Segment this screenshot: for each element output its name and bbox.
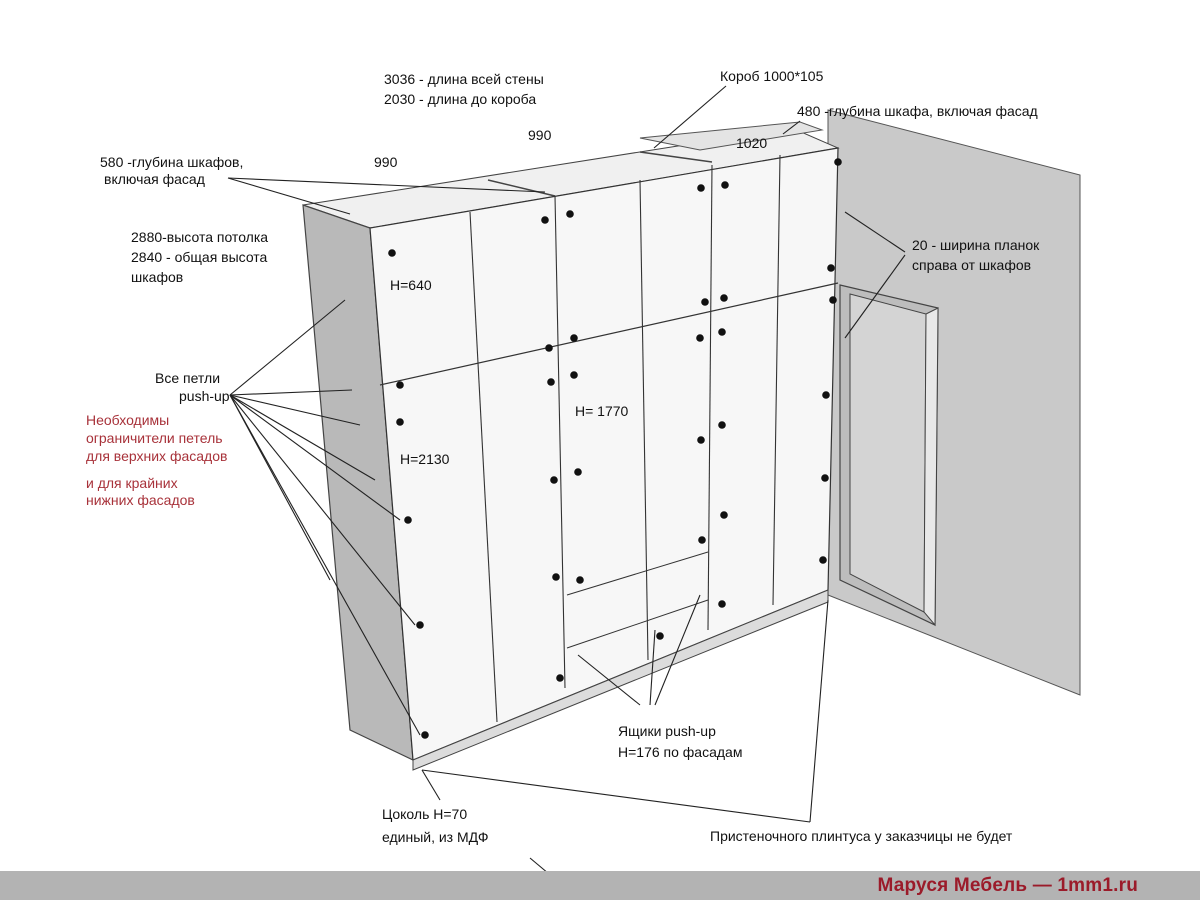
label-strips-line1: 20 - ширина планок — [912, 237, 1040, 253]
label-drawers-line2: H=176 по фасадам — [618, 744, 743, 760]
label-width-990-top: 990 — [528, 127, 552, 143]
label-plinth-line1: Цоколь H=70 — [382, 806, 468, 822]
footer-watermark: Маруся Мебель — 1mm1.ru — [877, 875, 1138, 896]
label-total-height-line1: 2840 - общая высота — [131, 249, 268, 265]
label-depth-480: 480 -глубина шкафа, включая фасад — [797, 103, 1038, 119]
label-width-1020: 1020 — [736, 135, 768, 151]
label-strips-line2: справа от шкафов — [912, 257, 1032, 273]
label-h1770: H= 1770 — [575, 403, 629, 419]
label-limiters-line2: ограничители петель — [86, 430, 223, 446]
label-box: Короб 1000*105 — [720, 68, 824, 84]
door-frame-inner — [850, 294, 926, 612]
label-plinth-line2: единый, из МДФ — [382, 829, 489, 845]
label-width-990-left: 990 — [374, 154, 398, 170]
label-no-baseboard: Пристеночного плинтуса у заказчицы не будет — [710, 828, 1013, 844]
label-limiters-line1: Необходимы — [86, 412, 170, 428]
label-wall-length: 3036 - длина всей стены — [384, 71, 544, 87]
label-total-height-line2: шкафов — [131, 269, 184, 285]
footer-bar — [0, 871, 1200, 900]
door-jamb-right — [924, 308, 938, 625]
label-limiters-line3: для верхних фасадов — [86, 448, 228, 464]
label-h2130: H=2130 — [400, 451, 450, 467]
label-depth-580-line2: включая фасад — [104, 171, 205, 187]
label-hinges-line2: push-up — [179, 388, 230, 404]
label-drawers-line1: Ящики push-up — [618, 723, 716, 739]
label-h640: H=640 — [390, 277, 432, 293]
label-ceiling-height: 2880-высота потолка — [131, 229, 269, 245]
label-limiters-line4: и для крайних — [86, 475, 178, 491]
label-length-to-box: 2030 - длина до короба — [384, 91, 537, 107]
label-hinges-line1: Все петли — [155, 370, 221, 386]
label-limiters-line5: нижних фасадов — [86, 492, 195, 508]
label-depth-580-line1: 580 -глубина шкафов, — [100, 154, 244, 170]
